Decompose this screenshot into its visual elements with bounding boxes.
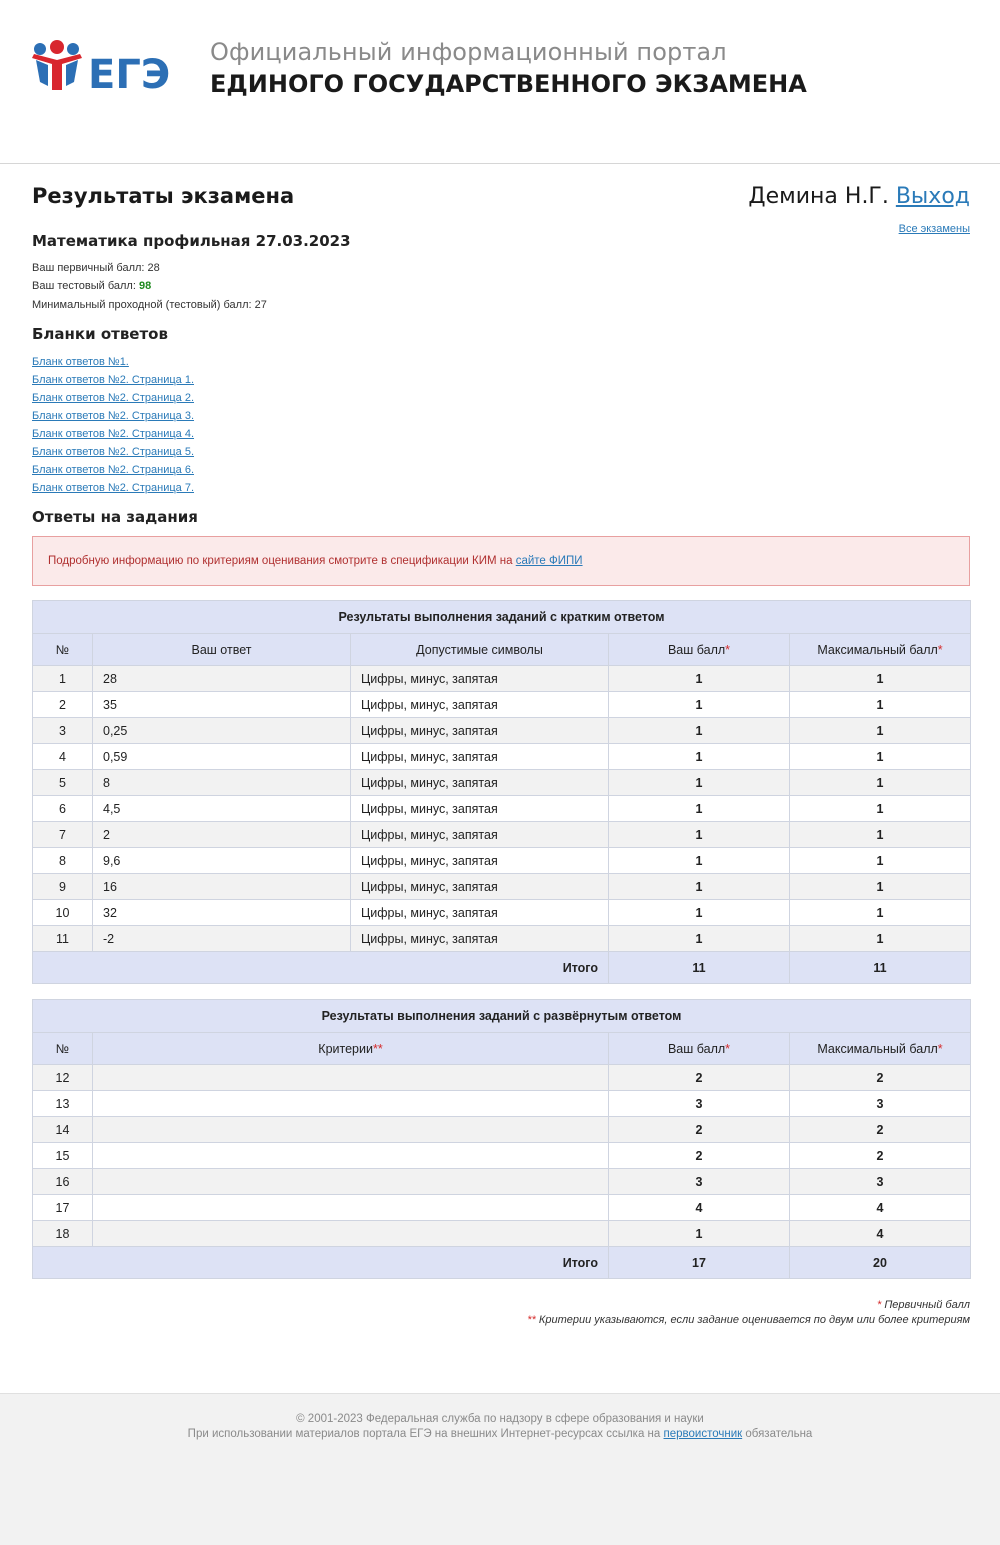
cell-score: 1 — [609, 900, 790, 926]
cell-answer: -2 — [93, 926, 351, 952]
cell-score: 1 — [609, 718, 790, 744]
cell-symbols: Цифры, минус, запятая — [351, 666, 609, 692]
cell-criteria — [93, 1117, 609, 1143]
primary-score — [32, 262, 160, 274]
footnote-primary — [527, 1298, 970, 1313]
footnote-criteria — [527, 1313, 970, 1328]
cell-score: 1 — [609, 796, 790, 822]
copyright: © 2001-2023 Федеральная служба по надзору в сфере образования и науки — [296, 1413, 704, 1425]
blank-link-2-page-7[interactable]: Бланк ответов №2. Страница 7. — [32, 482, 195, 494]
cell-number: 16 — [33, 1169, 93, 1195]
col-criteria — [93, 1033, 609, 1065]
cell-max: 1 — [790, 770, 971, 796]
cell-score: 4 — [609, 1195, 790, 1221]
cell-symbols: Цифры, минус, запятая — [351, 822, 609, 848]
test-score-label: Ваш тестовый балл: — [32, 280, 139, 292]
asterisk-mark: * — [725, 1041, 731, 1056]
cell-answer: 2 — [93, 822, 351, 848]
col-criteria-label: Критерии — [318, 1041, 373, 1056]
table-row — [33, 692, 971, 718]
cell-number: 6 — [33, 796, 93, 822]
short-table-caption: Результаты выполнения заданий с кратким ответом — [33, 601, 971, 634]
table-row — [33, 900, 971, 926]
cell-answer: 9,6 — [93, 848, 351, 874]
cell-max: 1 — [790, 848, 971, 874]
blank-link-2-page-2[interactable]: Бланк ответов №2. Страница 2. — [32, 392, 195, 404]
alert-text: Подробную информацию по критериям оценивания смотрите в спецификации КИМ на — [48, 555, 516, 567]
cell-criteria — [93, 1065, 609, 1091]
site-header — [0, 0, 1000, 164]
cell-score: 1 — [609, 770, 790, 796]
blank-link-2-page-6[interactable]: Бланк ответов №2. Страница 6. — [32, 464, 195, 476]
logo-text: ЕГЭ — [88, 52, 171, 96]
cell-max: 1 — [790, 744, 971, 770]
total-label: Итого — [33, 952, 609, 984]
cell-max: 3 — [790, 1091, 971, 1117]
table-row — [33, 1221, 971, 1247]
blank-link-2-page-5[interactable]: Бланк ответов №2. Страница 5. — [32, 446, 195, 458]
table-row — [33, 770, 971, 796]
cell-symbols: Цифры, минус, запятая — [351, 718, 609, 744]
col-score-label: Ваш балл — [667, 1041, 726, 1056]
col-max — [790, 634, 971, 666]
short-answer-table — [32, 600, 971, 984]
exam-title: Математика профильная 27.03.2023 — [32, 232, 351, 250]
table-row — [33, 796, 971, 822]
cell-symbols: Цифры, минус, запятая — [351, 770, 609, 796]
blank-link-2-page-4[interactable]: Бланк ответов №2. Страница 4. — [32, 428, 195, 440]
cell-max: 1 — [790, 900, 971, 926]
long-answer-table — [32, 999, 971, 1279]
table-row — [33, 718, 971, 744]
cell-number: 9 — [33, 874, 93, 900]
col-score — [609, 1033, 790, 1065]
cell-score: 1 — [609, 874, 790, 900]
col-max-label: Максимальный балл — [817, 642, 938, 657]
cell-number: 17 — [33, 1195, 93, 1221]
page-title: Результаты экзамена — [32, 184, 295, 208]
table-row — [33, 666, 971, 692]
table-row — [33, 1117, 971, 1143]
criteria-alert — [32, 536, 970, 586]
total-score: 11 — [609, 952, 790, 984]
table-row — [33, 1143, 971, 1169]
site-footer — [0, 1393, 1000, 1545]
usage-text: При использовании материалов портала ЕГЭ на внешних Интернет-ресурсах ссылка на — [187, 1428, 664, 1440]
double-asterisk-mark: ** — [527, 1314, 536, 1326]
cell-number: 2 — [33, 692, 93, 718]
asterisk-mark: * — [937, 1041, 943, 1056]
primary-score-value: 28 — [147, 262, 160, 274]
cell-number: 11 — [33, 926, 93, 952]
footnote-primary-text: Первичный балл — [881, 1299, 970, 1311]
cell-number: 3 — [33, 718, 93, 744]
cell-symbols: Цифры, минус, запятая — [351, 744, 609, 770]
footnote-criteria-text: Критерии указываются, если задание оценивается по двум или более критериям — [535, 1314, 970, 1326]
fipi-link[interactable]: сайте ФИПИ — [515, 555, 583, 567]
blank-link-2-page-3[interactable]: Бланк ответов №2. Страница 3. — [32, 410, 195, 422]
footnotes — [527, 1298, 970, 1328]
cell-score: 1 — [609, 822, 790, 848]
cell-number: 10 — [33, 900, 93, 926]
cell-number: 8 — [33, 848, 93, 874]
col-max-label: Максимальный балл — [817, 1041, 938, 1056]
total-row — [33, 952, 971, 984]
cell-symbols: Цифры, минус, запятая — [351, 796, 609, 822]
all-exams-link[interactable]: Все экзамены — [898, 223, 970, 235]
cell-criteria — [93, 1091, 609, 1117]
ege-logo[interactable] — [30, 38, 172, 96]
cell-score: 1 — [609, 692, 790, 718]
table-row — [33, 1065, 971, 1091]
table-row — [33, 874, 971, 900]
cell-number: 5 — [33, 770, 93, 796]
cell-answer: 32 — [93, 900, 351, 926]
long-table-caption: Результаты выполнения заданий с развёрнутым ответом — [33, 1000, 971, 1033]
cell-score: 1 — [609, 744, 790, 770]
cell-criteria — [93, 1221, 609, 1247]
cell-number: 14 — [33, 1117, 93, 1143]
cell-symbols: Цифры, минус, запятая — [351, 926, 609, 952]
table-row — [33, 926, 971, 952]
blank-link-2-page-1[interactable]: Бланк ответов №2. Страница 1. — [32, 374, 195, 386]
cell-number: 15 — [33, 1143, 93, 1169]
col-score — [609, 634, 790, 666]
usage-notice — [0, 1427, 1000, 1442]
cell-number: 12 — [33, 1065, 93, 1091]
cell-number: 4 — [33, 744, 93, 770]
asterisk-mark: * — [937, 642, 943, 657]
total-score: 17 — [609, 1247, 790, 1279]
cell-answer: 28 — [93, 666, 351, 692]
cell-score: 2 — [609, 1117, 790, 1143]
portal-subtitle: Официальный информационный портал — [210, 38, 727, 66]
min-score-value: 27 — [254, 299, 267, 311]
cell-criteria — [93, 1195, 609, 1221]
total-label: Итого — [33, 1247, 609, 1279]
cell-score: 1 — [609, 848, 790, 874]
total-max: 20 — [790, 1247, 971, 1279]
cell-criteria — [93, 1169, 609, 1195]
cell-score: 2 — [609, 1143, 790, 1169]
total-max: 11 — [790, 952, 971, 984]
table-row — [33, 1091, 971, 1117]
cell-max: 1 — [790, 874, 971, 900]
blanks-heading: Бланки ответов — [32, 325, 168, 343]
test-score — [32, 280, 151, 292]
cell-number: 18 — [33, 1221, 93, 1247]
cell-max: 1 — [790, 666, 971, 692]
table-row — [33, 744, 971, 770]
min-score-label: Минимальный проходной (тестовый) балл: — [32, 299, 255, 311]
cell-number: 13 — [33, 1091, 93, 1117]
cell-score: 2 — [609, 1065, 790, 1091]
cell-score: 1 — [609, 926, 790, 952]
col-number: № — [33, 1033, 93, 1065]
col-answer: Ваш ответ — [93, 634, 351, 666]
cell-max: 1 — [790, 692, 971, 718]
primary-score-label: Ваш первичный балл: — [32, 262, 148, 274]
user-name: Демина Н.Г. — [748, 184, 889, 209]
total-row — [33, 1247, 971, 1279]
col-score-label: Ваш балл — [667, 642, 726, 657]
cell-max: 4 — [790, 1195, 971, 1221]
table-row — [33, 822, 971, 848]
cell-score: 1 — [609, 1221, 790, 1247]
table-row — [33, 1195, 971, 1221]
cell-max: 1 — [790, 822, 971, 848]
cell-symbols: Цифры, минус, запятая — [351, 848, 609, 874]
col-number: № — [33, 634, 93, 666]
col-max — [790, 1033, 971, 1065]
logout-link[interactable]: Выход — [895, 184, 970, 209]
cell-max: 4 — [790, 1221, 971, 1247]
cell-answer: 8 — [93, 770, 351, 796]
cell-symbols: Цифры, минус, запятая — [351, 874, 609, 900]
double-asterisk-mark: ** — [372, 1041, 383, 1056]
portal-title: ЕДИНОГО ГОСУДАРСТВЕННОГО ЭКЗАМЕНА — [210, 70, 807, 98]
user-box — [748, 184, 970, 209]
cell-criteria — [93, 1143, 609, 1169]
cell-answer: 35 — [93, 692, 351, 718]
cell-answer: 16 — [93, 874, 351, 900]
min-score — [32, 299, 267, 311]
blank-link-1[interactable]: Бланк ответов №1. — [32, 356, 129, 368]
cell-number: 1 — [33, 666, 93, 692]
cell-answer: 4,5 — [93, 796, 351, 822]
cell-max: 2 — [790, 1117, 971, 1143]
cell-score: 3 — [609, 1169, 790, 1195]
cell-answer: 0,59 — [93, 744, 351, 770]
answers-heading: Ответы на задания — [32, 508, 198, 526]
cell-max: 2 — [790, 1143, 971, 1169]
cell-score: 3 — [609, 1091, 790, 1117]
cell-max: 1 — [790, 718, 971, 744]
cell-max: 2 — [790, 1065, 971, 1091]
col-symbols: Допустимые символы — [351, 634, 609, 666]
usage-tail: обязательна — [742, 1428, 813, 1440]
cell-max: 1 — [790, 926, 971, 952]
cell-number: 7 — [33, 822, 93, 848]
source-link[interactable]: первоисточник — [663, 1428, 743, 1440]
cell-answer: 0,25 — [93, 718, 351, 744]
table-row — [33, 848, 971, 874]
table-row — [33, 1169, 971, 1195]
cell-score: 1 — [609, 666, 790, 692]
cell-max: 3 — [790, 1169, 971, 1195]
test-score-value: 98 — [138, 280, 152, 292]
asterisk-mark: * — [876, 1299, 882, 1311]
cell-max: 1 — [790, 796, 971, 822]
cell-symbols: Цифры, минус, запятая — [351, 900, 609, 926]
cell-symbols: Цифры, минус, запятая — [351, 692, 609, 718]
asterisk-mark: * — [725, 642, 731, 657]
